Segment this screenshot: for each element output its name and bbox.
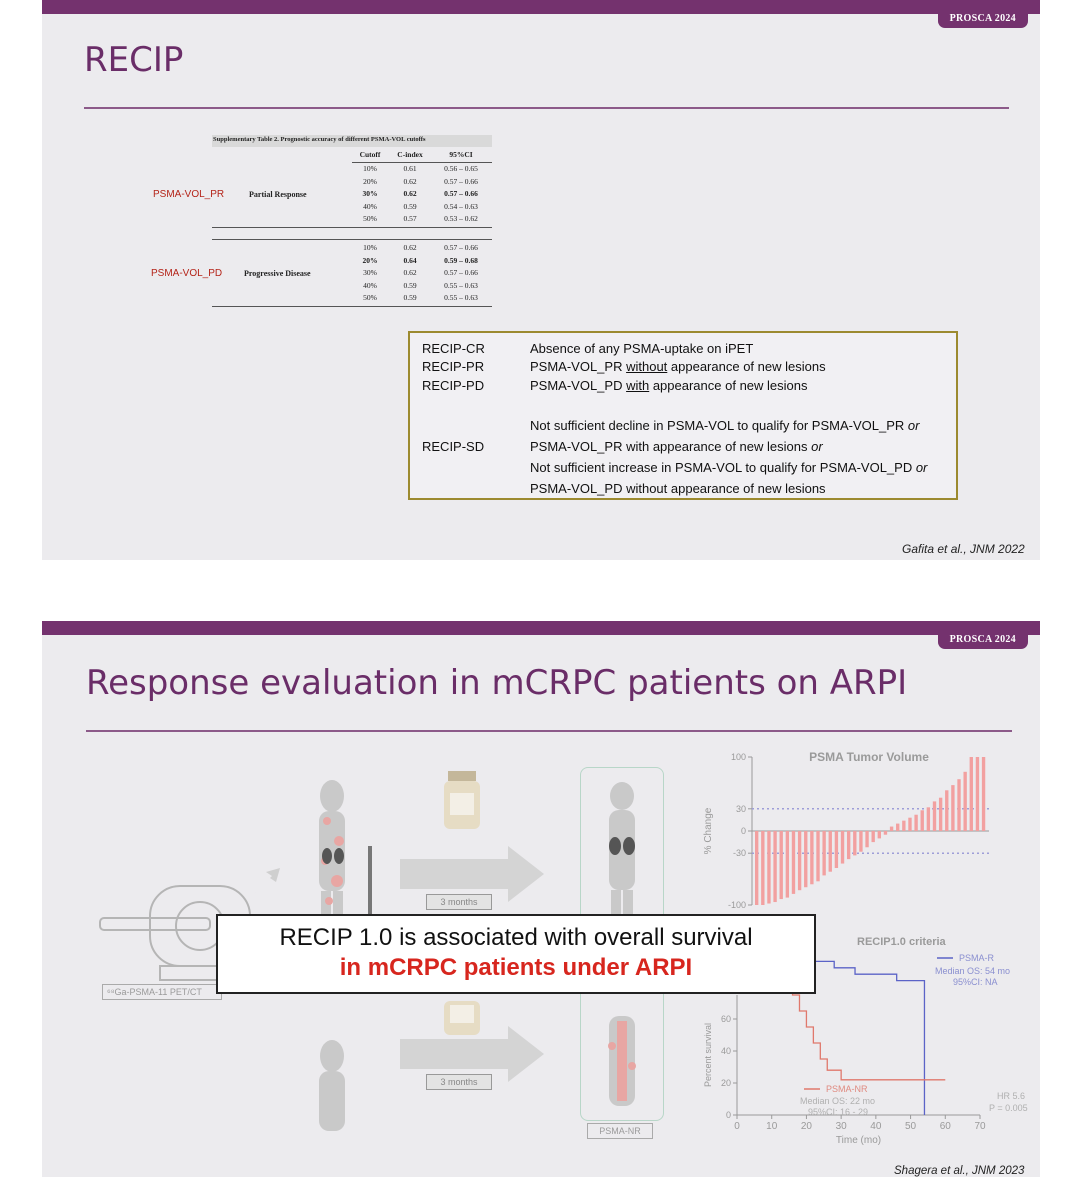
chart-title: PSMA Tumor Volume [809, 750, 929, 764]
waterfall-bar [890, 827, 893, 831]
psma-tumor-volume-chart [697, 739, 997, 919]
waterfall-bar [957, 779, 960, 831]
waterfall-bar [780, 831, 783, 899]
waterfall-bar [767, 831, 770, 904]
x-tick-label: 20 [800, 1121, 812, 1132]
title-rule [86, 730, 1012, 732]
slide-title: RECIP [84, 40, 184, 80]
waterfall-bar [816, 831, 819, 881]
y-tick-label: 30 [735, 803, 746, 814]
arrow-head-icon [508, 1026, 544, 1082]
waterfall-bar [884, 831, 887, 835]
citation: Gafita et al., JNM 2022 [902, 542, 1025, 556]
y-tick-label: 100 [730, 752, 746, 762]
table-row: 20% 0.62 0.57 – 0.66 [363, 176, 478, 186]
slide-response-evaluation [42, 621, 1040, 1177]
recip-cr-term: RECIP-CR [422, 341, 485, 356]
table-header: Cutoff C-index 95%CI [359, 150, 473, 159]
waterfall-bar [872, 831, 875, 842]
x-tick-label: 10 [766, 1121, 778, 1132]
waterfall-bar [755, 831, 758, 905]
waterfall-bar [841, 831, 844, 864]
recip-sd-desc-line2: PSMA-VOL_PR with appearance of new lesions or [530, 439, 823, 454]
x-tick-label: 0 [734, 1121, 740, 1132]
recip-sd-term: RECIP-SD [422, 439, 485, 454]
waterfall-bar [773, 831, 776, 902]
waterfall-bar [939, 798, 942, 831]
x-tick-label: 40 [870, 1121, 882, 1132]
waterfall-bar [970, 757, 973, 831]
recip-pd-desc: PSMA-VOL_PD with appearance of new lesions [530, 378, 808, 393]
waterfall-bar [963, 772, 966, 831]
y-tick-label: -100 [727, 900, 746, 910]
y-tick-label: 0 [740, 826, 746, 836]
stats-text: P = 0.005 [989, 1103, 1028, 1113]
title-rule [84, 107, 1009, 109]
table-caption: Supplementary Table 2. Prognostic accuracy of different PSMA-VOL cutoffs [213, 136, 426, 143]
table-row: 40% 0.59 0.55 – 0.63 [363, 280, 478, 290]
recip-pd-term: RECIP-PD [422, 378, 485, 393]
waterfall-bar [902, 821, 905, 831]
waterfall-bar [847, 831, 850, 859]
table-row: 10% 0.61 0.56 – 0.65 [363, 164, 478, 173]
x-tick-label: 50 [905, 1121, 917, 1132]
slide-recip [42, 0, 1040, 560]
recip-sd-desc-line4: PSMA-VOL_PD without appearance of new lesions [530, 481, 826, 496]
waterfall-bar [982, 757, 985, 831]
x-tick-label: 60 [939, 1121, 951, 1132]
recip-sd-desc-line1: Not sufficient decline in PSMA-VOL to qualify for PSMA-VOL_PR or [530, 418, 920, 433]
y-axis-label: % Change [703, 807, 714, 855]
supplementary-table [212, 135, 492, 310]
waterfall-bar [810, 831, 813, 884]
scanner-label: ⁶⁸Ga-PSMA-11 PET/CT [102, 984, 222, 1000]
waterfall-bar [859, 831, 862, 852]
psma-nr-scan-label: PSMA-NR [587, 1123, 653, 1139]
waterfall-bar [927, 807, 930, 831]
waterfall-bar [951, 785, 954, 831]
waterfall-bar [835, 831, 838, 868]
citation: Shagera et al., JNM 2023 [894, 1165, 1025, 1177]
top-bar [42, 621, 1040, 635]
pill-bottle-icon [442, 771, 482, 831]
waterfall-bar [878, 831, 881, 838]
waterfall-bar [792, 831, 795, 894]
progressive-disease-label: Progressive Disease [244, 269, 311, 278]
x-axis-label: Time (mo) [835, 1135, 882, 1146]
conference-badge: PROSCA 2024 [938, 10, 1028, 28]
pill-bottle-icon [442, 1001, 482, 1037]
callout-line-1: RECIP 1.0 is associated with overall survival [279, 924, 753, 951]
waterfall-bar [896, 824, 899, 831]
callout-line-2: in mCRPC patients under ARPI [339, 954, 693, 981]
table-row-highlight: 30% 0.62 0.57 – 0.66 [362, 189, 478, 198]
stats-text: HR 5.6 [997, 1091, 1026, 1101]
waterfall-bar [908, 818, 911, 831]
y-tick-label: 0 [725, 1110, 731, 1120]
y-tick-label: 20 [720, 1078, 731, 1088]
y-tick-label: 40 [720, 1046, 731, 1056]
table-row: 10% 0.62 0.57 – 0.66 [363, 243, 478, 252]
interval-label: 3 months [426, 894, 492, 910]
annotation-text: 95%CI: NA [953, 977, 998, 987]
conference-badge: PROSCA 2024 [938, 631, 1028, 649]
waterfall-bar [798, 831, 801, 890]
y-axis-label: Percent survival [703, 1022, 713, 1088]
psma-vol-pd-label: PSMA-VOL_PD [151, 268, 223, 279]
timeline-arrow [400, 1039, 508, 1069]
waterfall-bar [945, 790, 948, 831]
legend-label: PSMA-R [959, 953, 995, 963]
waterfall-bar [761, 831, 764, 905]
waterfall-bar [976, 757, 979, 831]
waterfall-bar [921, 810, 924, 831]
x-tick-label: 30 [835, 1121, 847, 1132]
partial-response-label: Partial Response [249, 190, 307, 199]
waterfall-bar [822, 831, 825, 875]
arrow-head-icon [508, 846, 544, 902]
waterfall-bar [933, 801, 936, 831]
table-row-highlight: 20% 0.64 0.59 – 0.68 [362, 255, 478, 265]
timeline-arrow [400, 859, 508, 889]
waterfall-bar [914, 815, 917, 831]
y-tick-label: 60 [720, 1014, 731, 1024]
waterfall-bar [829, 831, 832, 872]
recip-pr-desc: PSMA-VOL_PR without appearance of new lesions [530, 359, 826, 374]
recip-pr-term: RECIP-PR [422, 359, 485, 374]
table-row: 30% 0.62 0.57 – 0.66 [363, 268, 478, 277]
small-arrow-icon [252, 866, 282, 896]
annotation-text: 95%CI: 16 - 29 [808, 1107, 869, 1117]
legend-label: PSMA-NR [826, 1084, 868, 1094]
waterfall-bar [804, 831, 807, 887]
waterfall-bar [853, 831, 856, 855]
psma-vol-pr-label: PSMA-VOL_PR [153, 189, 225, 200]
waterfall-bar [865, 831, 868, 847]
interval-label: 3 months [426, 1074, 492, 1090]
chart-title: RECIP1.0 criteria [857, 936, 946, 948]
top-bar [42, 0, 1040, 14]
x-tick-label: 70 [974, 1121, 986, 1132]
recip-definitions-box [408, 331, 958, 500]
slide-title: Response evaluation in mCRPC patients on ARPI [86, 663, 908, 703]
key-message-callout [216, 914, 816, 994]
recip-sd-desc-line3: Not sufficient increase in PSMA-VOL to qualify for PSMA-VOL_PD or [530, 460, 928, 475]
recip-cr-desc: Absence of any PSMA-uptake on iPET [530, 341, 754, 356]
annotation-text: Median OS: 54 mo [935, 966, 1011, 976]
annotation-text: Median OS: 22 mo [800, 1096, 876, 1106]
y-tick-label: -30 [732, 848, 746, 859]
table-row: 40% 0.59 0.54 – 0.63 [363, 201, 478, 211]
table-row: 50% 0.57 0.53 – 0.62 [363, 214, 478, 223]
table-row: 50% 0.59 0.55 – 0.63 [363, 293, 478, 302]
waterfall-bar [786, 831, 789, 898]
